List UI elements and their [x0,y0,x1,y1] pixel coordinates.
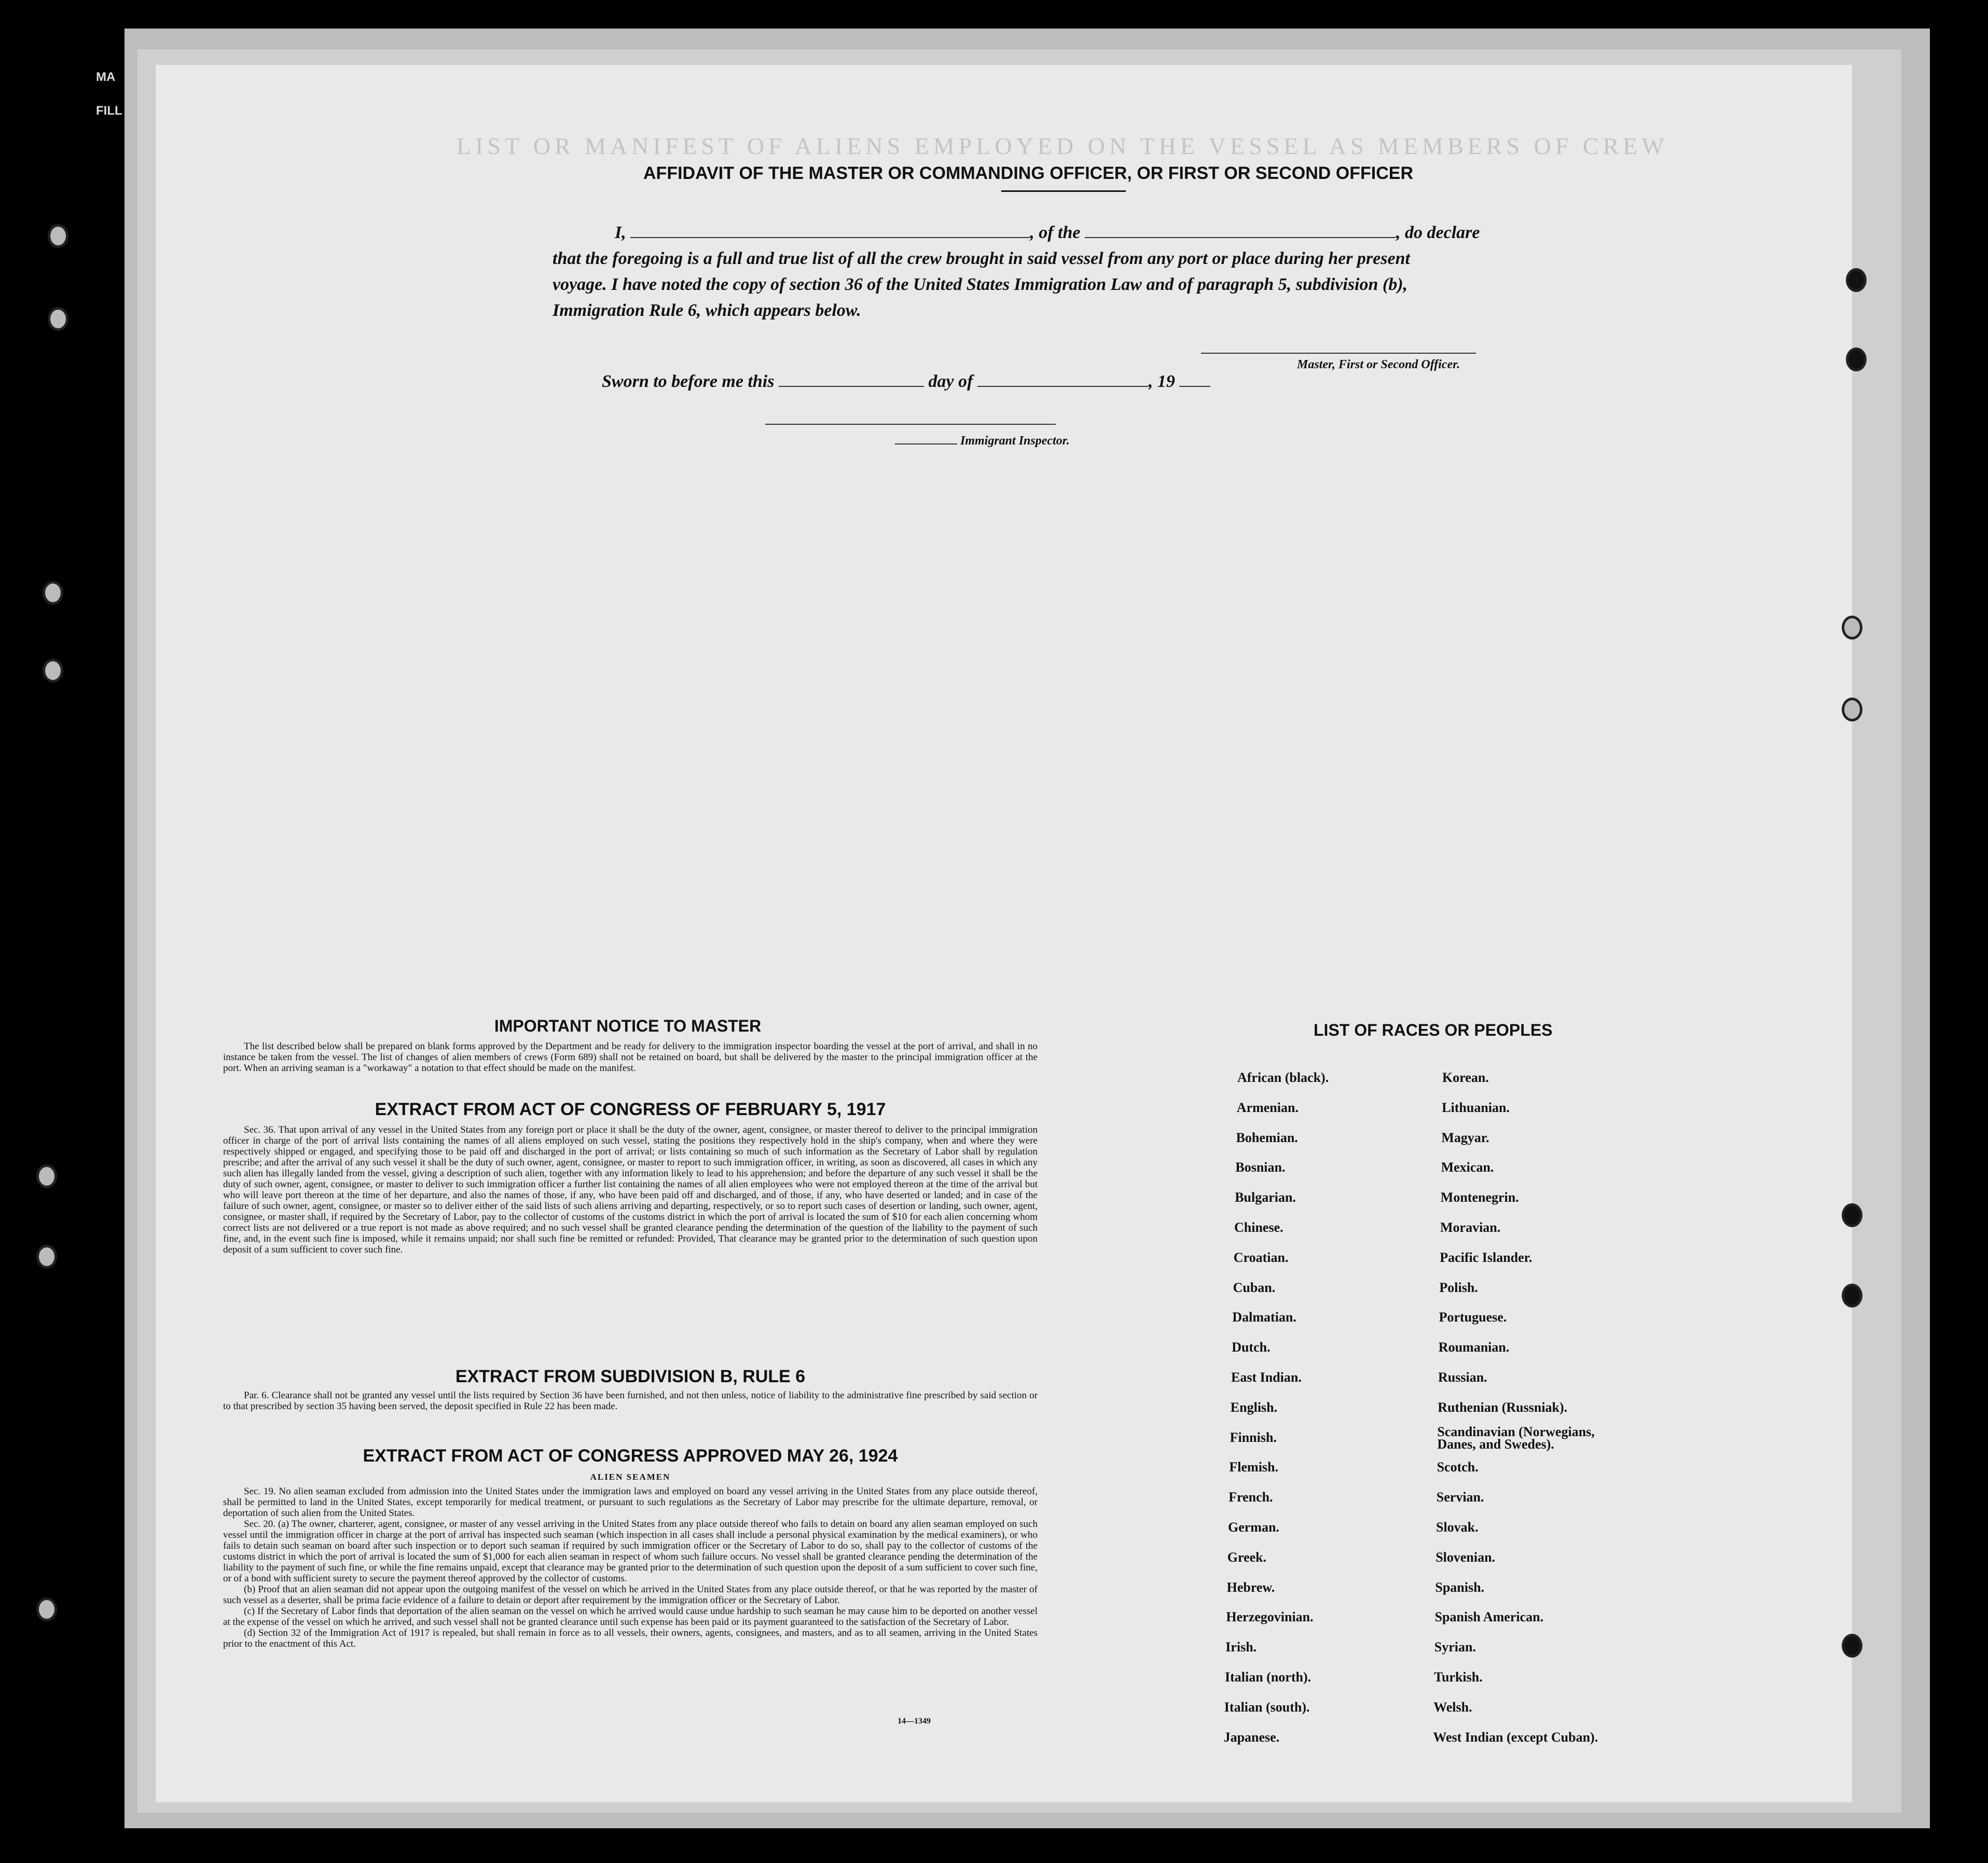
affidavit-declare: , do declare [1396,223,1480,242]
race-item: Slovak. [1436,1520,1479,1535]
race-item: Greek. [1227,1549,1267,1565]
race-item: Moravian. [1440,1220,1501,1235]
race-item: Syrian. [1434,1639,1476,1655]
punch-hole-icon [1846,347,1867,371]
race-item: Italian (south). [1224,1699,1310,1715]
sec20c-paragraph: (c) If the Secretary of Labor finds that deportation of the alien seaman on the vessel on which he arrived would cause undue hardship to such seaman he may cause him to be deported on another vessel at the expense of the vessel on which he arrived, and such vessel shall not be granted clearance until such expense has been paid or its payment guaranteed to the satisfaction of the Secretary of Labor. [223,1606,1038,1628]
affidavit-i: I, [615,223,626,242]
race-item: Lithuanian. [1442,1100,1510,1115]
extract-1924-subtitle: ALIEN SEAMEN [590,1472,671,1482]
inspector-label-text: Immigrant Inspector. [960,434,1070,448]
master-signature-line[interactable] [1201,353,1476,354]
race-item: Japanese. [1223,1729,1280,1745]
race-item: Spanish. [1435,1579,1485,1595]
race-item: Italian (north). [1225,1670,1311,1685]
punch-hole-icon [1842,1284,1862,1308]
year-label: , 19 [1148,372,1175,391]
race-item: Spanish American. [1434,1609,1544,1625]
race-item: Roumanian. [1438,1340,1510,1355]
affidavit-of: , of the [1030,223,1081,242]
race-item: Ruthenian (Russniak). [1438,1399,1568,1415]
race-item: Bulgarian. [1235,1190,1296,1205]
extract-1917-body: Sec. 36. That upon arrival of any vessel in the United States from any foreign port or place it shall be the duty of the owner, agent, consignee, or master thereof to deliver to the principal immigration officer in charge of the port of arrival lists containing the names of all aliens employed on such vessel, stating the positions they respectively hold in the ship's company, when and where they were respectively shipped or engaged, and specifying those to be paid off and discharged in the port of arrival; or lists containing so much of such information as the Secretary of Labor shall by regulation prescribe; and after the arrival of any such vessel it shall be the duty of such owner, agent, consignee, or master to report to such immigration officer, in writing, as soon as discovered, all cases in which any such alien has illegally landed from the vessel, giving a description of such alien, together with any information likely to lead to his apprehension; and before the departure of any such vessel it shall be the duty of such owner, agent, consignee, or master to deliver to such immigration officer a further list containing the names of all alien employees who were not employed thereon at the time of the arrival but who will leave port thereon at the time of her departure, and also the names of those, if any, who have been paid off and discharged, and of those, if any, who have deserted or landed; and in case of the failure of such owner, agent, consignee, or master so to deliver either of the said lists of such aliens arriving and departing, respectively, or so to report such cases of desertion or landing, such owner, agent, consignee, or master shall, if required by the Secretary of Labor, pay to the collector of customs of the customs district in which the port of arrival is located the sum of $10 for each alien concerning whom correct lists are not delivered or a true report is not made as above required; and no such vessel shall be granted clearance pending the determination of the question of the liability to the payment of such fine, and, in the event such fine is imposed, while it remains unpaid; nor shall such fine be remitted or refunded: Provided, That clearance may be granted prior to the determination of such question upon deposit of a sum sufficient to cover such fine. [223,1124,1038,1255]
race-item: Cuban. [1233,1280,1276,1295]
year-blank[interactable] [1179,386,1210,387]
day-of-label: day of [928,372,973,391]
sec20a-paragraph: Sec. 20. (a) The owner, charterer, agent, consignee, or master of any vessel arriving in the United States from any place outside thereof who fails to detain on board any alien seaman employed on such vessel until the immigration officer in charge at the port of arrival has inspected such seaman (which inspection in all cases shall include a personal physical examination by the medical examiners), or who fails to detain such seaman on board after such inspection or to deport such seaman if required by such immigration officer or the Secretary of Labor to do so, shall pay to the collector of customs of the customs district in which the port of arrival is located the sum of $1,000 for each alien seaman in respect of whom such failure occurs. No vessel shall be granted clearance pending the determination of the liability to the payment of such fine, or while the fine remains unpaid, except that clearance may be granted prior to the determination of such question upon the deposit of a sum sufficient to cover such fine, or of a bond with sufficient surety to secure the payment thereof approved by the collector of customs. [223,1519,1038,1584]
name-blank[interactable] [630,237,1030,238]
race-item: Dutch. [1232,1340,1271,1355]
affidavit-line-2: that the foregoing is a full and true list of all the crew brought in said vessel from any port or place during her present [553,249,1410,268]
race-item: Servian. [1436,1490,1484,1505]
margin-mark-a: MA [96,70,116,84]
race-item: Korean. [1442,1070,1489,1085]
race-item: Herzegovinian. [1226,1609,1314,1625]
race-item: Montenegrin. [1440,1190,1519,1205]
race-item: Chinese. [1234,1220,1283,1235]
race-item: Polish. [1439,1280,1478,1295]
race-item: Turkish. [1434,1670,1483,1685]
race-item: Bosnian. [1235,1160,1286,1175]
ghost-title: LIST OR MANIFEST OF ALIENS EMPLOYED ON THE VESSEL AS MEMBERS OF CREW [457,133,1668,159]
rule6-title: EXTRACT FROM SUBDIVISION B, RULE 6 [455,1367,806,1386]
punch-hole-icon [1842,1634,1862,1658]
master-signature-label: Master, First or Second Officer. [1297,358,1460,371]
manifest-page [156,65,1852,1802]
affidavit-line-1 [615,223,1480,243]
race-item: Portuguese. [1439,1310,1507,1325]
race-item: English. [1230,1399,1278,1415]
race-item: French. [1228,1490,1273,1505]
races-title: LIST OF RACES OR PEOPLES [1314,1021,1553,1039]
sec20d-paragraph: (d) Section 32 of the Immigration Act of 1917 is repealed, but shall remain in force as to all vessels, their owners, agents, consignees, and masters, and as to all seamen, arriving in the United States prior to the enactment of this Act. [223,1628,1038,1649]
race-item: Flemish. [1229,1459,1278,1475]
race-item: Scandinavian (Norwegians, Danes, and Swedes). [1437,1424,1595,1452]
inspector-blank[interactable] [895,443,957,444]
punch-hole-icon [48,224,68,248]
affidavit-line-4: Immigration Rule 6, which appears below. [553,301,861,320]
race-item: Bohemian. [1236,1130,1298,1145]
punch-hole-icon [1842,698,1862,721]
race-item: German. [1228,1520,1279,1535]
race-item: Croatian. [1233,1249,1289,1265]
race-item: Dalmatian. [1232,1310,1296,1325]
race-item: African (black). [1237,1070,1329,1085]
race-item: Mexican. [1441,1160,1494,1175]
punch-hole-icon [36,1597,57,1621]
extract-1924-body [223,1486,1038,1649]
race-item: Hebrew. [1226,1579,1275,1595]
punch-hole-icon [48,307,68,331]
punch-hole-icon [36,1164,57,1188]
sworn-label: Sworn to before me this [602,372,775,391]
race-item: Slovenian. [1435,1549,1496,1565]
punch-hole-icon [43,581,63,605]
inspector-signature-line[interactable] [765,424,1056,425]
sec19-paragraph: Sec. 19. No alien seaman excluded from admission into the United States under the immigration laws and employed on board any vessel arriving in the United States from any place outside thereof, shall be permitted to land in the United States, except temporarily for medical treatment, or pursuant to such regulations as the Secretary of Labor may prescribe for the ultimate departure, removal, or deportation of such alien from the United States. [223,1486,1038,1519]
race-item: Scotch. [1437,1459,1479,1475]
punch-hole-icon [36,1245,57,1269]
inspector-label [895,434,1070,448]
rule6-body: Par. 6. Clearance shall not be granted any vessel until the lists required by Section 36 have been furnished, and not then unless, notice of liability to the administrative fine prescribed by said section or to that prescribed by section 35 having been served, the deposit specified in Rule 22 has been made. [223,1390,1038,1412]
punch-hole-icon [1842,616,1862,639]
month-blank[interactable] [977,386,1149,387]
race-item: Magyar. [1441,1130,1489,1145]
punch-hole-icon [1842,1203,1862,1227]
race-item: West Indian (except Cuban). [1433,1729,1598,1745]
day-blank[interactable] [779,386,924,387]
notice-body: The list described below shall be prepared on blank forms approved by the Department and be ready for delivery to the immigration inspector boarding the vessel at the port of arrival, and shall in no instance be taken from the vessel. The list of changes of alien members of crews (Form 689) shall not be retained on board, but shall be delivered by the master to the principal immigration officer at the port. When an arriving seaman is a "workaway" a notation to that effect should be made on the manifest. [223,1041,1038,1074]
race-item: Welsh. [1433,1699,1472,1715]
extract-1917-title: EXTRACT FROM ACT OF CONGRESS OF FEBRUARY 5, 1917 [375,1100,886,1119]
margin-mark-b: FILL [96,104,122,118]
notice-title: IMPORTANT NOTICE TO MASTER [494,1017,762,1035]
affidavit-line-3: voyage. I have noted the copy of section 36 of the United States Immigration Law and of paragraph 5, subdivision (b), [553,275,1408,294]
race-item: Irish. [1225,1639,1257,1655]
race-item: Finnish. [1230,1429,1277,1445]
race-item: Russian. [1438,1370,1487,1385]
punch-hole-icon [1846,268,1867,292]
affidavit-title: AFFIDAVIT OF THE MASTER OR COMMANDING OFFICER, OR FIRST OR SECOND OFFICER [643,163,1413,183]
race-item: Pacific Islander. [1440,1249,1533,1265]
sec20b-paragraph: (b) Proof that an alien seaman did not appear upon the outgoing manifest of the vessel on which he arrived in the United States from any place outside thereof, or that he was reported by the master of such vessel as a deserter, shall be prima facie evidence of a failure to detain or deport after requirement by the immigration officer or the Secretary of Labor. [223,1584,1038,1606]
vessel-blank[interactable] [1085,237,1396,238]
form-number: 14—1349 [898,1717,931,1726]
race-item: East Indian. [1231,1370,1302,1385]
extract-1924-title: EXTRACT FROM ACT OF CONGRESS APPROVED MAY 26, 1924 [363,1446,898,1466]
sworn-line [602,372,1210,392]
punch-hole-icon [43,659,63,683]
race-item: Armenian. [1236,1100,1299,1115]
affidavit-rule [1001,190,1126,192]
